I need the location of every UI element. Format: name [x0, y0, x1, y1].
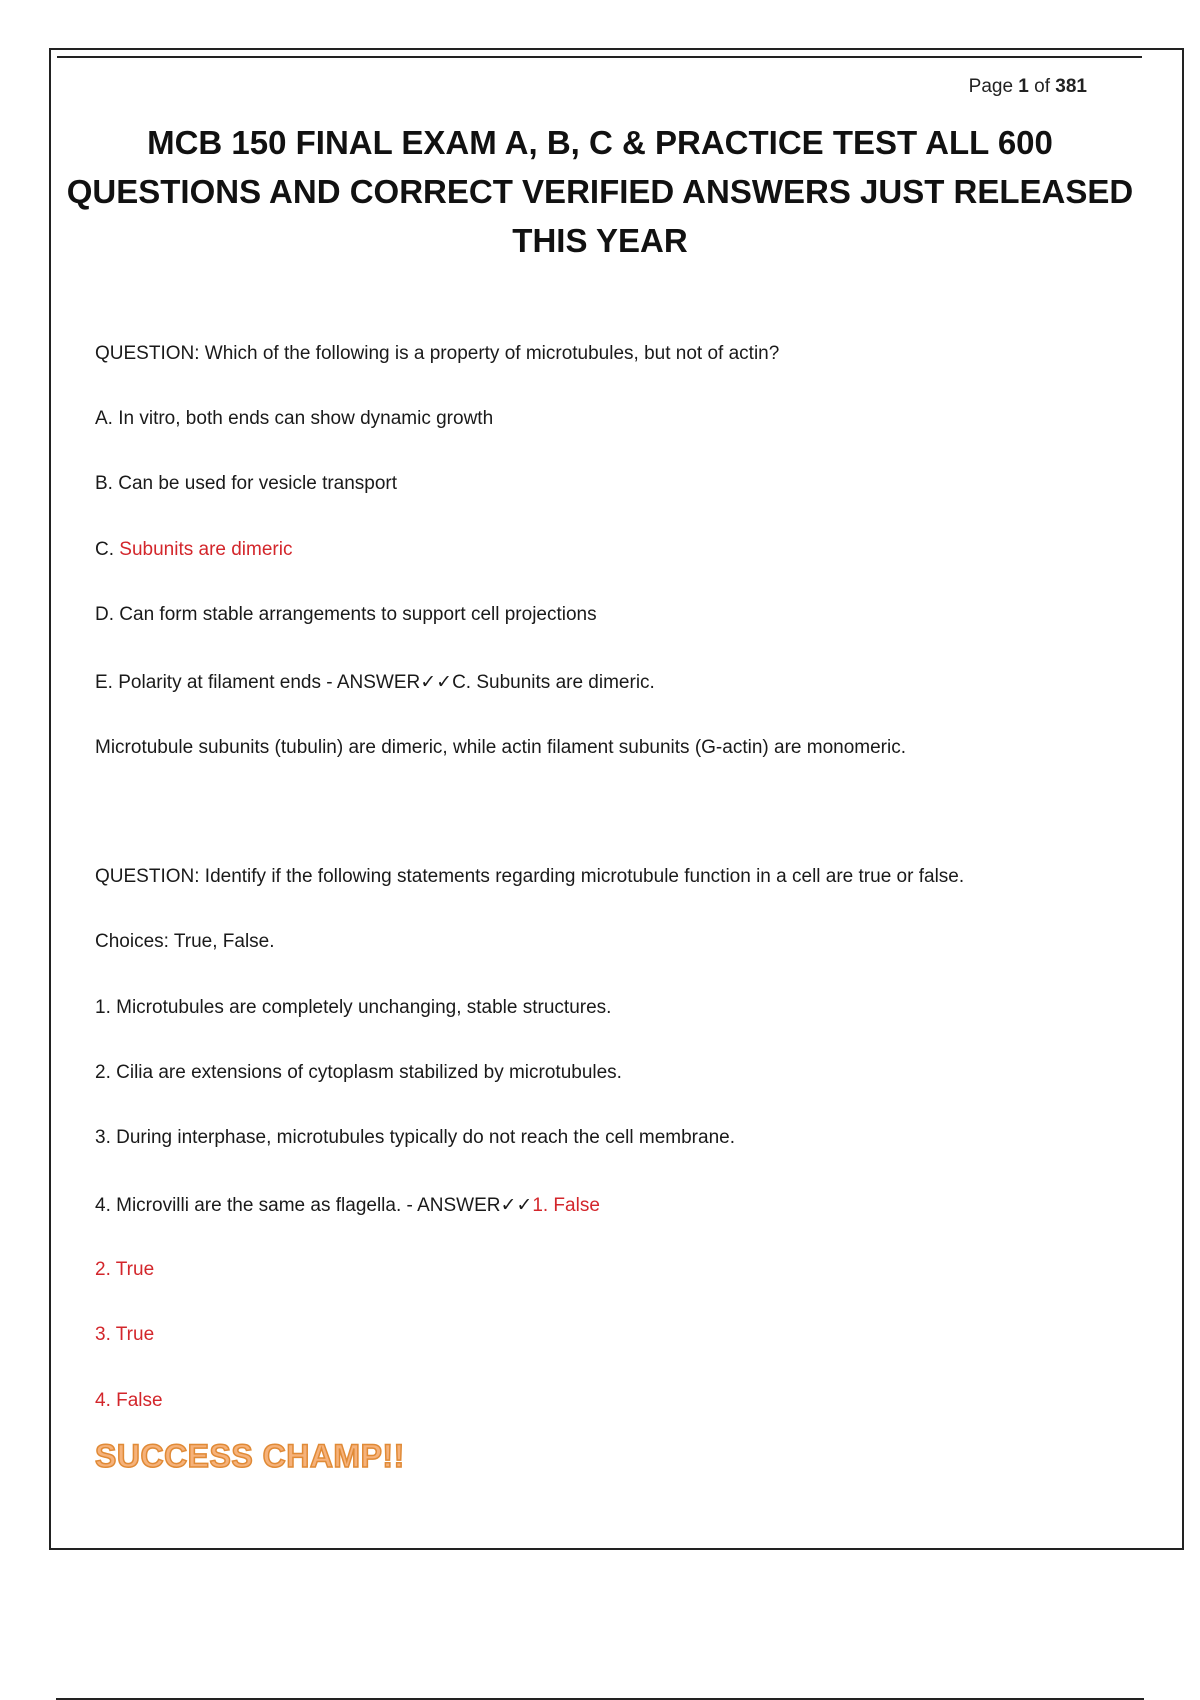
page-total: 381 [1055, 76, 1087, 97]
q2-item-3: 3. During interphase, microtubules typically do not reach the cell membrane. [95, 1127, 735, 1148]
page-frame [49, 48, 1184, 1550]
q2-answer-2: 2. True [95, 1259, 155, 1280]
q1-question: QUESTION: Which of the following is a property of microtubules, but not of actin? [95, 343, 780, 364]
page-number [969, 76, 1087, 98]
q2-item-2: 2. Cilia are extensions of cytoplasm stabilized by microtubules. [95, 1062, 622, 1083]
top-rule [57, 56, 1142, 58]
q1-explanation: Microtubule subunits (tubulin) are dimeric, while actin filament subunits (G-actin) are monomeric. [95, 737, 906, 758]
document-title: MCB 150 FINAL EXAM A, B, C & PRACTICE TEST ALL 600 QUESTIONS AND CORRECT VERIFIED ANSWERS JUST RELEASED THIS YEAR [66, 124, 1134, 259]
q1-option-d: D. Can form stable arrangements to support cell projections [95, 604, 597, 625]
q1-option-c-prefix: C. [95, 539, 120, 560]
page-prefix: Page [968, 76, 1014, 97]
success-banner: SUCCESS CHAMP!! [95, 1438, 405, 1474]
q2-answer-1: 1. False [532, 1195, 600, 1216]
q1-option-c-answer: Subunits are dimeric [119, 539, 293, 560]
q2-choices: Choices: True, False. [95, 931, 275, 952]
q1-option-c [95, 539, 292, 561]
q2-answer-4: 4. False [95, 1390, 163, 1411]
page-current: 1 [1018, 76, 1029, 97]
q1-option-e: E. Polarity at filament ends - ANSWER✓✓C. Subunits are dimeric. [95, 672, 655, 693]
q1-option-a: A. In vitro, both ends can show dynamic growth [95, 408, 494, 429]
q2-item-4 [95, 1194, 600, 1217]
q2-item-4-text: 4. Microvilli are the same as flagella. - ANSWER✓✓ [95, 1195, 533, 1216]
q2-question: QUESTION: Identify if the following statements regarding microtubule function in a cell are true or false. [95, 866, 965, 887]
q1-option-b: B. Can be used for vesicle transport [95, 473, 398, 494]
q2-answer-3: 3. True [95, 1324, 155, 1345]
page-of: of [1034, 76, 1051, 97]
q2-item-1: 1. Microtubules are completely unchanging, stable structures. [95, 997, 612, 1018]
